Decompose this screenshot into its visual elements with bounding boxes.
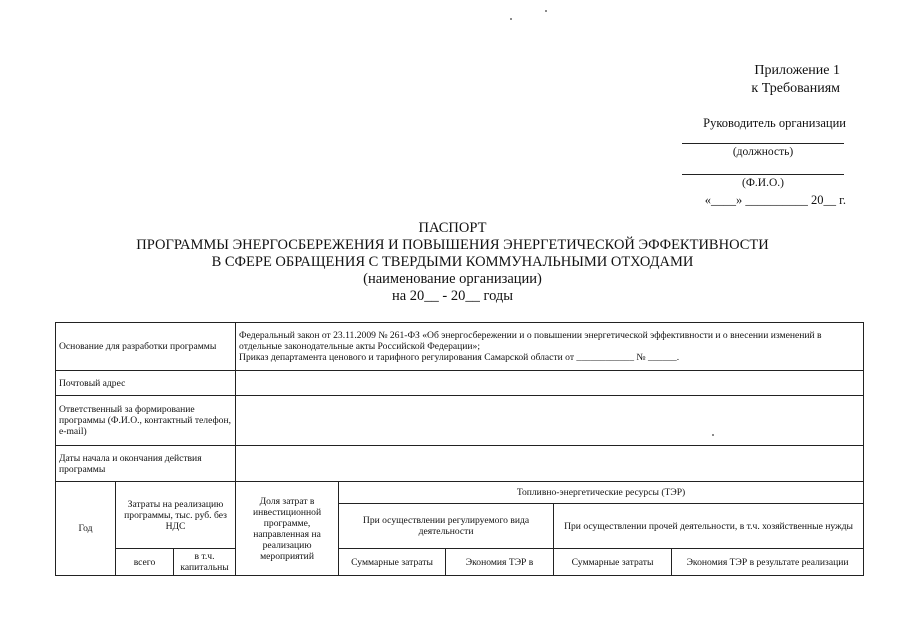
- table-row: [56, 371, 864, 396]
- passport-table: [55, 322, 864, 576]
- table-header-row: [56, 549, 864, 576]
- costs-header: Затраты на реализацию программы, тыс. руб. без НДС: [116, 482, 236, 549]
- document-title: [0, 220, 905, 305]
- address-label: Почтовый адрес: [56, 371, 236, 396]
- basis-value[interactable]: [236, 323, 864, 371]
- dates-label: Даты начала и окончания действия программы: [56, 446, 236, 482]
- dates-value[interactable]: [236, 446, 864, 482]
- responsible-label: Ответственный за формирование программы (Ф.И.О., контактный телефон, e-mail): [56, 396, 236, 446]
- position-signature-line: [682, 143, 844, 144]
- scan-speck: [545, 10, 547, 12]
- name-caption: (Ф.И.О.): [742, 177, 784, 189]
- table-header-row: [56, 482, 864, 504]
- regulated-sum-costs-header: Суммарные затраты: [339, 549, 446, 576]
- basis-order: Приказ департамента ценового и тарифного регулирования Самарской области от ____________ № ______.: [239, 352, 680, 363]
- table-row: [56, 396, 864, 446]
- approval-date-line: «____» __________ 20__ г.: [704, 193, 846, 207]
- table-row: [56, 446, 864, 482]
- other-sum-costs-header: Суммарные затраты: [554, 549, 672, 576]
- name-signature-line: [682, 174, 844, 175]
- fuel-resources-header: Топливно-энергетические ресурсы (ТЭР): [339, 482, 864, 504]
- basis-law: Федеральный закон от 23.11.2009 № 261-ФЗ «Об энергосбережении и о повышении энергетической эффективности и о внесении изменений в отдельные законодательные акты Российской Федерации»;: [239, 330, 822, 352]
- scan-speck: [510, 18, 512, 20]
- title-period: на 20__ - 20__ годы: [391, 288, 514, 304]
- share-header: Доля затрат в инвестиционной программе, направленная на реализацию мероприятий: [236, 482, 339, 576]
- title-organization-placeholder: (наименование организации): [363, 271, 542, 287]
- address-value[interactable]: [236, 371, 864, 396]
- scan-speck: [712, 434, 714, 436]
- basis-label: Основание для разработки программы: [56, 323, 236, 371]
- responsible-value[interactable]: [236, 396, 864, 446]
- other-economy-header: Экономия ТЭР в результате реализации: [672, 549, 864, 576]
- year-header: Год: [56, 482, 116, 576]
- appendix-caption: [700, 62, 840, 98]
- appendix-line-1: Приложение 1: [754, 63, 840, 78]
- position-caption: (должность): [732, 146, 794, 158]
- total-header: всего: [116, 549, 174, 576]
- capital-header: в т.ч. капитальны: [174, 549, 236, 576]
- approver-title: Руководитель организации: [703, 116, 846, 130]
- appendix-line-2: к Требованиям: [751, 81, 840, 96]
- title-program: ПРОГРАММЫ ЭНЕРГОСБЕРЕЖЕНИЯ И ПОВЫШЕНИЯ ЭНЕРГЕТИЧЕСКОЙ ЭФФЕКТИВНОСТИ: [136, 237, 769, 253]
- title-sphere: В СФЕРЕ ОБРАЩЕНИЯ С ТВЕРДЫМИ КОММУНАЛЬНЫМИ ОТХОДАМИ: [211, 254, 694, 270]
- table-row: [56, 323, 864, 371]
- regulated-economy-header: Экономия ТЭР в: [446, 549, 554, 576]
- other-activity-header: При осуществлении прочей деятельности, в т.ч. хозяйственные нужды: [554, 504, 864, 549]
- title-passport: ПАСПОРТ: [418, 220, 487, 236]
- regulated-activity-header: При осуществлении регулируемого вида деятельности: [339, 504, 554, 549]
